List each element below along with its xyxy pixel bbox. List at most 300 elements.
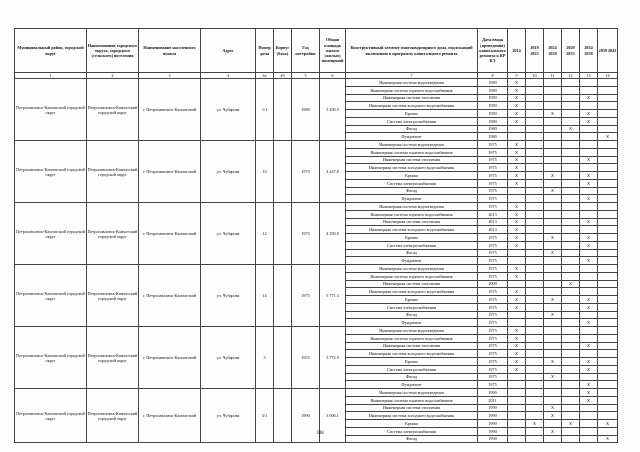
- period-mark-cell: [598, 164, 618, 172]
- period-mark-cell: [544, 203, 562, 211]
- period-mark-cell: [526, 110, 544, 118]
- period-mark-cell: X: [544, 404, 562, 412]
- settlement-cell: Петропавловск-Камчатский городской округ: [87, 265, 139, 327]
- column-header: 2029 2033: [562, 29, 580, 73]
- column-header: Корпус (блок): [274, 29, 292, 73]
- table-row: [15, 79, 618, 87]
- period-mark-cell: X: [544, 234, 562, 242]
- period-mark-cell: [562, 226, 580, 234]
- element-cell: Фундамент: [346, 319, 478, 327]
- period-mark-cell: [562, 342, 580, 350]
- period-mark-cell: [562, 358, 580, 366]
- period-mark-cell: X: [580, 195, 598, 203]
- period-mark-cell: [580, 420, 598, 428]
- period-mark-cell: [508, 319, 526, 327]
- period-mark-cell: [562, 187, 580, 195]
- period-mark-cell: [562, 172, 580, 180]
- element-cell: Инженерная система горячего водоснабжения: [346, 86, 478, 94]
- period-mark-cell: [598, 102, 618, 110]
- period-mark-cell: [544, 265, 562, 273]
- period-mark-cell: [562, 288, 580, 296]
- column-header: 2019 2023: [526, 29, 544, 73]
- period-mark-cell: X: [526, 420, 544, 428]
- period-mark-cell: [544, 319, 562, 327]
- period-mark-cell: X: [544, 249, 562, 257]
- period-mark-cell: [526, 79, 544, 87]
- date-cell: 1990: [478, 412, 508, 420]
- period-mark-cell: [580, 311, 598, 319]
- period-mark-cell: [508, 435, 526, 443]
- building-cell: [274, 141, 292, 203]
- date-cell: 1980: [478, 94, 508, 102]
- period-mark-cell: [580, 288, 598, 296]
- period-mark-cell: X: [508, 288, 526, 296]
- settlement-cell: Петропавловск-Камчатский городской округ: [87, 79, 139, 141]
- element-cell: Система электроснабжения: [346, 117, 478, 125]
- period-mark-cell: X: [580, 241, 598, 249]
- period-mark-cell: [598, 125, 618, 133]
- period-mark-cell: X: [598, 133, 618, 141]
- period-mark-cell: [580, 272, 598, 280]
- period-mark-cell: [580, 350, 598, 358]
- column-number: 12: [562, 73, 580, 79]
- period-mark-cell: X: [580, 365, 598, 373]
- period-mark-cell: X: [580, 218, 598, 226]
- table-header-row: [15, 29, 618, 73]
- element-cell: Фасад: [346, 187, 478, 195]
- element-cell: Система электроснабжения: [346, 427, 478, 435]
- period-mark-cell: [562, 156, 580, 164]
- period-mark-cell: [598, 319, 618, 327]
- period-mark-cell: X: [580, 358, 598, 366]
- period-mark-cell: X: [508, 86, 526, 94]
- period-mark-cell: [562, 203, 580, 211]
- date-cell: 1975: [478, 172, 508, 180]
- date-cell: 1975: [478, 358, 508, 366]
- period-mark-cell: [526, 389, 544, 397]
- period-mark-cell: [526, 311, 544, 319]
- period-mark-cell: [580, 141, 598, 149]
- column-number: 6: [320, 73, 346, 79]
- date-cell: 1975: [478, 187, 508, 195]
- period-mark-cell: [508, 133, 526, 141]
- period-mark-cell: [508, 249, 526, 257]
- period-mark-cell: X: [508, 179, 526, 187]
- date-cell: 1975: [478, 296, 508, 304]
- period-mark-cell: [544, 303, 562, 311]
- period-mark-cell: [526, 396, 544, 404]
- period-mark-cell: [580, 435, 598, 443]
- column-header: 2034 2038: [580, 29, 598, 73]
- element-cell: Фундамент: [346, 195, 478, 203]
- period-mark-cell: [598, 404, 618, 412]
- period-mark-cell: [544, 327, 562, 335]
- table-row: [15, 265, 618, 273]
- period-mark-cell: [598, 210, 618, 218]
- building-cell: [274, 327, 292, 389]
- locality-cell: г. Петропавловск-Камчатский: [139, 265, 201, 327]
- element-cell: Крыша: [346, 420, 478, 428]
- period-mark-cell: [562, 86, 580, 94]
- period-mark-cell: X: [580, 179, 598, 187]
- period-mark-cell: [526, 117, 544, 125]
- period-mark-cell: [580, 404, 598, 412]
- period-mark-cell: [544, 79, 562, 87]
- column-number: 14: [598, 73, 618, 79]
- period-mark-cell: X: [508, 226, 526, 234]
- period-mark-cell: [562, 94, 580, 102]
- period-mark-cell: [562, 234, 580, 242]
- area-cell: 4 359.9: [320, 203, 346, 265]
- period-mark-cell: [562, 164, 580, 172]
- period-mark-cell: [526, 195, 544, 203]
- period-mark-cell: [562, 272, 580, 280]
- period-mark-cell: [544, 280, 562, 288]
- period-mark-cell: X: [508, 358, 526, 366]
- period-mark-cell: [544, 148, 562, 156]
- period-mark-cell: [580, 249, 598, 257]
- settlement-cell: Петропавловск-Камчатский городской округ: [87, 389, 139, 443]
- period-mark-cell: [526, 342, 544, 350]
- period-mark-cell: [544, 288, 562, 296]
- column-number: 4: [201, 73, 256, 79]
- period-mark-cell: [598, 94, 618, 102]
- period-mark-cell: [544, 94, 562, 102]
- column-number: 4б: [274, 73, 292, 79]
- period-mark-cell: [562, 265, 580, 273]
- element-cell: Инженерная система холодного водоснабжения: [346, 350, 478, 358]
- period-mark-cell: [598, 249, 618, 257]
- period-mark-cell: [580, 373, 598, 381]
- period-mark-cell: [562, 133, 580, 141]
- period-mark-cell: [562, 195, 580, 203]
- element-cell: Инженерная система отопления: [346, 218, 478, 226]
- house-number-cell: 1/1: [256, 79, 274, 141]
- date-cell: 1980: [478, 102, 508, 110]
- period-mark-cell: X: [544, 358, 562, 366]
- period-mark-cell: [580, 265, 598, 273]
- street-cell: ул. Чубарова: [201, 389, 256, 443]
- column-header: Наименование городского округа, городского (сельского) поселения: [87, 29, 139, 73]
- period-mark-cell: [562, 102, 580, 110]
- column-header: Год постройки: [292, 29, 320, 73]
- period-mark-cell: X: [580, 319, 598, 327]
- date-cell: 1975: [478, 311, 508, 319]
- period-mark-cell: [562, 249, 580, 257]
- period-mark-cell: [526, 435, 544, 443]
- area-cell: 5 772.9: [320, 327, 346, 389]
- element-cell: Инженерная система горячего водоснабжения: [346, 334, 478, 342]
- date-cell: 1975: [478, 381, 508, 389]
- period-mark-cell: X: [580, 381, 598, 389]
- element-cell: Крыша: [346, 358, 478, 366]
- period-mark-cell: [598, 156, 618, 164]
- element-cell: Система электроснабжения: [346, 303, 478, 311]
- period-mark-cell: [526, 280, 544, 288]
- period-mark-cell: X: [508, 94, 526, 102]
- period-mark-cell: X: [508, 296, 526, 304]
- period-mark-cell: X: [544, 110, 562, 118]
- date-cell: 2013: [478, 218, 508, 226]
- period-mark-cell: [508, 396, 526, 404]
- date-cell: 1980: [478, 79, 508, 87]
- date-cell: 1990: [478, 435, 508, 443]
- period-mark-cell: X: [508, 164, 526, 172]
- house-number-cell: 14: [256, 265, 274, 327]
- period-mark-cell: [562, 381, 580, 389]
- period-mark-cell: [526, 234, 544, 242]
- element-cell: Крыша: [346, 110, 478, 118]
- period-mark-cell: [598, 86, 618, 94]
- column-number: 2: [87, 73, 139, 79]
- period-mark-cell: [544, 117, 562, 125]
- period-mark-cell: [562, 257, 580, 265]
- district-cell: Петропавловск-Камчатский городской округ: [15, 389, 87, 443]
- date-cell: 2009: [478, 280, 508, 288]
- period-mark-cell: [544, 420, 562, 428]
- period-mark-cell: [598, 226, 618, 234]
- period-mark-cell: [598, 280, 618, 288]
- period-mark-cell: [562, 148, 580, 156]
- period-mark-cell: [598, 373, 618, 381]
- date-cell: 1975: [478, 365, 508, 373]
- period-mark-cell: [544, 334, 562, 342]
- period-mark-cell: [598, 218, 618, 226]
- period-mark-cell: [508, 389, 526, 397]
- period-mark-cell: X: [508, 210, 526, 218]
- period-mark-cell: [598, 141, 618, 149]
- period-mark-cell: [580, 148, 598, 156]
- period-mark-cell: [508, 412, 526, 420]
- period-mark-cell: [580, 133, 598, 141]
- district-cell: Петропавловск-Камчатский городской округ: [15, 265, 87, 327]
- period-mark-cell: [526, 94, 544, 102]
- date-cell: 1975: [478, 195, 508, 203]
- period-mark-cell: X: [508, 303, 526, 311]
- capital-repair-table: [14, 28, 618, 443]
- period-mark-cell: X: [580, 117, 598, 125]
- element-cell: Инженерная система водоотведения: [346, 389, 478, 397]
- element-cell: Инженерная система холодного водоснабжения: [346, 164, 478, 172]
- district-cell: Петропавловск-Камчатский городской округ: [15, 327, 87, 389]
- period-mark-cell: [580, 79, 598, 87]
- period-mark-cell: [526, 218, 544, 226]
- period-mark-cell: [562, 241, 580, 249]
- period-mark-cell: [562, 334, 580, 342]
- period-mark-cell: X: [562, 125, 580, 133]
- period-mark-cell: [598, 110, 618, 118]
- element-cell: Фасад: [346, 125, 478, 133]
- period-mark-cell: [562, 110, 580, 118]
- date-cell: 1975: [478, 319, 508, 327]
- period-mark-cell: [526, 102, 544, 110]
- period-mark-cell: X: [508, 365, 526, 373]
- date-cell: 1975: [478, 234, 508, 242]
- period-mark-cell: [544, 226, 562, 234]
- period-mark-cell: [544, 435, 562, 443]
- period-mark-cell: X: [544, 412, 562, 420]
- period-mark-cell: X: [580, 156, 598, 164]
- date-cell: 2013: [478, 226, 508, 234]
- period-mark-cell: [526, 226, 544, 234]
- period-mark-cell: [598, 272, 618, 280]
- period-mark-cell: [580, 327, 598, 335]
- year-built-cell: 1975: [292, 141, 320, 203]
- period-mark-cell: [580, 125, 598, 133]
- period-mark-cell: [544, 365, 562, 373]
- period-mark-cell: [544, 133, 562, 141]
- period-mark-cell: [562, 319, 580, 327]
- period-mark-cell: X: [508, 117, 526, 125]
- period-mark-cell: X: [508, 241, 526, 249]
- period-mark-cell: [598, 234, 618, 242]
- date-cell: 1975: [478, 373, 508, 381]
- period-mark-cell: [562, 117, 580, 125]
- period-mark-cell: [544, 195, 562, 203]
- period-mark-cell: [598, 389, 618, 397]
- period-mark-cell: [508, 420, 526, 428]
- period-mark-cell: [598, 311, 618, 319]
- period-mark-cell: [598, 303, 618, 311]
- period-mark-cell: X: [544, 311, 562, 319]
- street-cell: ул. Чубарова: [201, 141, 256, 203]
- period-mark-cell: [526, 265, 544, 273]
- period-mark-cell: [598, 412, 618, 420]
- district-cell: Петропавловск-Камчатский городской округ: [15, 79, 87, 141]
- period-mark-cell: X: [580, 296, 598, 304]
- period-mark-cell: [580, 210, 598, 218]
- date-cell: 1980: [478, 110, 508, 118]
- period-mark-cell: [598, 195, 618, 203]
- period-mark-cell: [526, 172, 544, 180]
- period-mark-cell: [526, 249, 544, 257]
- element-cell: Инженерная система горячего водоснабжения: [346, 148, 478, 156]
- period-mark-cell: [598, 396, 618, 404]
- period-mark-cell: [508, 257, 526, 265]
- element-cell: Фундамент: [346, 257, 478, 265]
- period-mark-cell: [526, 327, 544, 335]
- element-cell: Инженерная система горячего водоснабжения: [346, 272, 478, 280]
- period-mark-cell: [562, 396, 580, 404]
- locality-cell: г. Петропавловск-Камчатский: [139, 327, 201, 389]
- period-mark-cell: [544, 350, 562, 358]
- element-cell: Инженерная система отопления: [346, 404, 478, 412]
- element-cell: Крыша: [346, 234, 478, 242]
- period-mark-cell: X: [508, 203, 526, 211]
- period-mark-cell: [598, 350, 618, 358]
- element-cell: Крыша: [346, 172, 478, 180]
- period-mark-cell: [598, 296, 618, 304]
- period-mark-cell: X: [580, 396, 598, 404]
- period-mark-cell: [526, 179, 544, 187]
- period-mark-cell: [526, 187, 544, 195]
- date-cell: 1975: [478, 272, 508, 280]
- period-mark-cell: X: [580, 94, 598, 102]
- table-row: [15, 389, 618, 397]
- date-cell: 1990: [478, 404, 508, 412]
- period-mark-cell: [526, 125, 544, 133]
- period-mark-cell: [562, 179, 580, 187]
- period-mark-cell: [598, 334, 618, 342]
- period-mark-cell: [526, 381, 544, 389]
- date-cell: 1975: [478, 249, 508, 257]
- column-header: 2024 2028: [544, 29, 562, 73]
- table-row: [15, 203, 618, 211]
- locality-cell: г. Петропавловск-Камчатский: [139, 203, 201, 265]
- period-mark-cell: [544, 210, 562, 218]
- period-mark-cell: [580, 164, 598, 172]
- year-built-cell: 1990: [292, 389, 320, 443]
- period-mark-cell: [562, 210, 580, 218]
- period-mark-cell: X: [544, 172, 562, 180]
- element-cell: Система электроснабжения: [346, 241, 478, 249]
- element-cell: Инженерная система холодного водоснабжения: [346, 412, 478, 420]
- period-mark-cell: [562, 389, 580, 397]
- date-cell: 2011: [478, 396, 508, 404]
- column-number: 7: [346, 73, 478, 79]
- period-mark-cell: [544, 179, 562, 187]
- settlement-cell: Петропавловск-Камчатский городской округ: [87, 203, 139, 265]
- element-cell: Крыша: [346, 296, 478, 304]
- period-mark-cell: [580, 187, 598, 195]
- period-mark-cell: [562, 141, 580, 149]
- date-cell: 1975: [478, 342, 508, 350]
- period-mark-cell: [598, 203, 618, 211]
- date-cell: 1975: [478, 265, 508, 273]
- house-number-cell: 12: [256, 203, 274, 265]
- year-built-cell: 1980: [292, 79, 320, 141]
- period-mark-cell: [598, 117, 618, 125]
- period-mark-cell: [598, 241, 618, 249]
- element-cell: Фундамент: [346, 381, 478, 389]
- period-mark-cell: [526, 404, 544, 412]
- period-mark-cell: [562, 350, 580, 358]
- table-row: [15, 327, 618, 335]
- date-cell: 1975: [478, 164, 508, 172]
- period-mark-cell: [544, 342, 562, 350]
- area-cell: 5 490.5: [320, 79, 346, 141]
- period-mark-cell: [526, 296, 544, 304]
- period-mark-cell: [526, 272, 544, 280]
- column-header: Дата ввода (проведения) капитального ремонта к КР КЭ: [478, 29, 508, 73]
- period-mark-cell: X: [508, 79, 526, 87]
- period-mark-cell: X: [508, 334, 526, 342]
- element-cell: Фундамент: [346, 133, 478, 141]
- period-mark-cell: [598, 358, 618, 366]
- period-mark-cell: X: [580, 342, 598, 350]
- element-cell: Инженерная система холодного водоснабжения: [346, 226, 478, 234]
- date-cell: 1980: [478, 117, 508, 125]
- date-cell: 1975: [478, 350, 508, 358]
- locality-cell: г. Петропавловск-Камчатский: [139, 141, 201, 203]
- period-mark-cell: X: [562, 280, 580, 288]
- period-mark-cell: [580, 102, 598, 110]
- period-mark-cell: [508, 381, 526, 389]
- period-mark-cell: X: [580, 234, 598, 242]
- period-mark-cell: [598, 187, 618, 195]
- period-mark-cell: [544, 241, 562, 249]
- element-cell: Система электроснабжения: [346, 365, 478, 373]
- column-number: 8: [478, 73, 508, 79]
- period-mark-cell: X: [544, 187, 562, 195]
- period-mark-cell: [526, 203, 544, 211]
- period-mark-cell: [598, 179, 618, 187]
- element-cell: Фасад: [346, 249, 478, 257]
- period-mark-cell: [526, 365, 544, 373]
- period-mark-cell: [526, 257, 544, 265]
- period-mark-cell: [526, 288, 544, 296]
- period-mark-cell: [562, 79, 580, 87]
